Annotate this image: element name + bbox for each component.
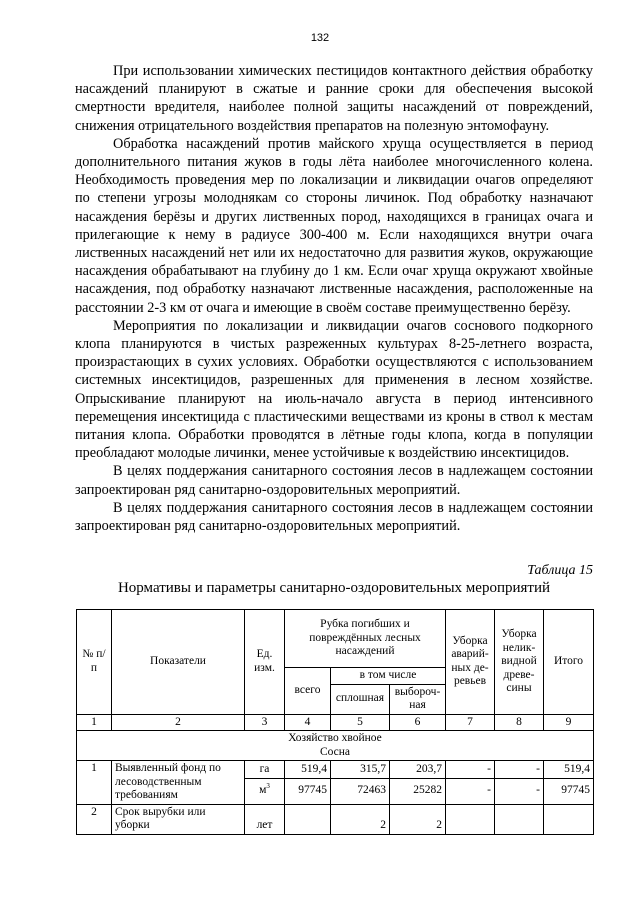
paragraph: При использовании химических пестицидов контактного действия обработку насаждений планируют в сжатые и ранние сроки для обеспечения высокой смертности вредителя, наиболее полной защиты насаждений от повреждений, снижения отрицательного воздействия препаратов на полезную энтомофауну. xyxy=(75,63,593,134)
unit-text: м xyxy=(259,784,267,797)
row-name: Срок вырубки или уборки xyxy=(112,804,245,834)
colnum: 1 xyxy=(77,714,112,731)
section-farm: Хозяйство хвойное xyxy=(288,732,382,744)
table-row xyxy=(77,761,594,779)
cell: 97745 xyxy=(544,778,594,804)
header-num: № п/п xyxy=(77,610,112,715)
paragraph: В целях поддержания санитарного состояния лесов в надлежащем состоянии запроектирован ряд санитарно-оздоровительных мероприятий. xyxy=(75,463,593,498)
header-unit: Ед. изм. xyxy=(245,610,285,715)
section-species: Сосна xyxy=(319,745,351,758)
cell: - xyxy=(446,778,495,804)
paragraph: Обработка насаждений против майского хруща осуществляется в период дополнительного питания жуков в годы лёта наиболее многочисленного колена. Необходимость проведения мер по локализации и ликвидации очагов определяют по степени угрозы молоднякам со стороны личинок. Под обработку назначают насаждения берёзы и других лиственных пород, находящихся в границах очага и прилегающие к нему в радиусе 300-400 м. Если находящихся внутри очага лиственных насаждений нет или их недостаточно для развития жуков, окружающие насаждения обрабатывают на глубину до 1 км. Если очаг хруща окружают хвойные насаждения, под обработку назначают лиственные насаждения, расположенные на расстоянии 2-3 км от очага и имеющие в своём составе преимущественно берёзу. xyxy=(75,135,593,316)
cell xyxy=(285,804,331,834)
paragraph: Мероприятия по локализации и ликвидации очагов соснового подкорного клопа планируются в чистых разреженных культурах 8-25-летнего возраста, произрастающих в сухих условиях. Обработки осуществляются с использованием системных инсектицидов, разрешенных для применения в лесном хозяйстве. Опрыскивание планируют на июль-начало августа в период интенсивного перемещения инсектицида с пластическими веществами из кроны в ствол к местам питания клопа. Обработки проводятся в лётные годы клопа, когда в популяции преобладают молодые личинки, менее устойчивые к воздействию инсектицидов. xyxy=(75,317,593,462)
cell: 2 xyxy=(390,804,446,834)
page-number: 132 xyxy=(310,32,330,44)
row-name: Выявленный фонд по лесоводственным требованиям xyxy=(112,761,245,805)
header-selective: выбороч-ная xyxy=(390,684,446,714)
cell xyxy=(495,804,544,834)
row-num: 1 xyxy=(77,761,112,805)
cell xyxy=(446,804,495,834)
header-clear-cut: сплошная xyxy=(331,684,390,714)
colnum: 8 xyxy=(495,714,544,731)
header-cutting: Рубка погибших и повреждённых лесных насаждений xyxy=(285,610,446,668)
colnum: 7 xyxy=(446,714,495,731)
colnum: 5 xyxy=(331,714,390,731)
section-header xyxy=(77,731,594,761)
cell xyxy=(544,804,594,834)
row-unit: га xyxy=(245,761,285,779)
header-including: в том числе xyxy=(331,668,446,685)
cell: - xyxy=(495,761,544,779)
header-indicators: Показатели xyxy=(112,610,245,715)
header-emergency: Уборка аварий-ных де-ревьев xyxy=(446,610,495,715)
row-unit: лет xyxy=(245,804,285,834)
colnum: 3 xyxy=(245,714,285,731)
cell: 97745 xyxy=(285,778,331,804)
cell: - xyxy=(495,778,544,804)
cell: 2 xyxy=(331,804,390,834)
cell: 72463 xyxy=(331,778,390,804)
body-text xyxy=(75,62,593,535)
header-illiquid: Уборка нелик-видной древе-сины xyxy=(495,610,544,715)
table-row xyxy=(77,804,594,834)
row-num: 2 xyxy=(77,804,112,834)
cell: 519,4 xyxy=(544,761,594,779)
row-unit xyxy=(245,778,285,804)
colnum: 4 xyxy=(285,714,331,731)
colnum: 2 xyxy=(112,714,245,731)
colnum: 9 xyxy=(544,714,594,731)
paragraph: В целях поддержания санитарного состояния лесов в надлежащем состоянии запроектирован ряд санитарно-оздоровительных мероприятий. xyxy=(75,499,593,535)
unit-sup: 3 xyxy=(266,782,270,791)
cell: 519,4 xyxy=(285,761,331,779)
colnum: 6 xyxy=(390,714,446,731)
cell: 315,7 xyxy=(331,761,390,779)
norms-table xyxy=(76,609,594,835)
header-total: Итого xyxy=(544,610,594,715)
cell: 203,7 xyxy=(390,761,446,779)
table-number: Таблица 15 xyxy=(527,563,593,578)
header-cut-total: всего xyxy=(285,668,331,715)
table-title: Нормативы и параметры санитарно-оздоровительных мероприятий xyxy=(117,580,551,596)
cell: 25282 xyxy=(390,778,446,804)
cell: - xyxy=(446,761,495,779)
